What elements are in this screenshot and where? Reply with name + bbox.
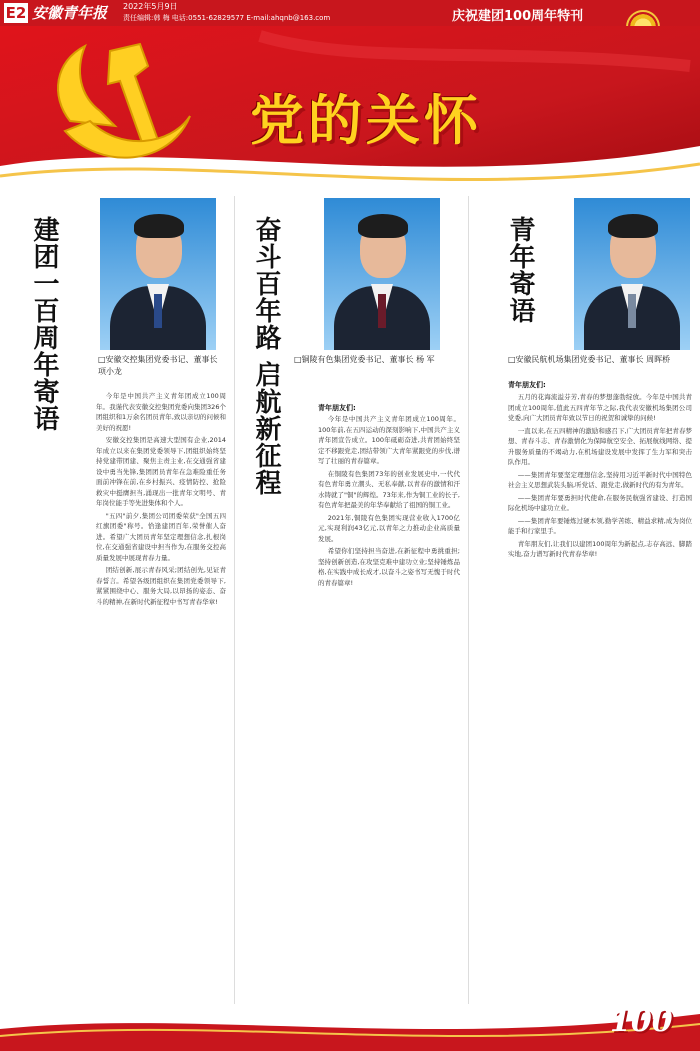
ribbon-graphic — [0, 1004, 700, 1051]
paragraph: 今年是中国共产主义青年团成立100周年。我谨代表安徽交控集团党委向集团326个团组织和1万余名团员青年,致以亲切的问候和美好的祝愿! — [96, 392, 226, 432]
newspaper-name: 安徽青年报 — [32, 4, 108, 22]
article-2-portrait — [324, 198, 440, 350]
hero-banner — [0, 26, 700, 201]
bottom-ribbon — [0, 1004, 700, 1051]
paragraph: 一直以来,在五四精神的激励和感召下,广大团员青年把青春梦想、青春斗志、青春激情化为保障航空安全、拓展航线网络、提升服务质量的不竭动力,在机场建设发展中发挥了生力军和突击队作用。 — [508, 426, 692, 466]
article-1-portrait — [100, 198, 216, 350]
article-2-body — [318, 414, 460, 999]
column-divider — [234, 196, 235, 1004]
paragraph: 2021年,铜陵有色集团实现营业收入1700亿元,实现利润43亿元,以青年之力推动企业高质量发展。 — [318, 513, 460, 543]
paragraph: 今年是中国共产主义青年团成立100周年。100年前,在五四运动的深刻影响下,中国共产主义青年团宣告成立。100年砥砺奋进,共青团始终坚定不移跟党走,团结带领广大青年紧跟党的步伐,谱写了壮丽的青春篇章。 — [318, 415, 460, 465]
article-1-title: 建团一百周年寄语 — [29, 216, 59, 432]
issue-date: 2022年5月9日 — [123, 2, 178, 11]
article-3-portrait — [574, 198, 690, 350]
article-2 — [236, 196, 466, 1004]
paragraph: 团结创新,展示青春风采;团结创先,见证青春誓言。希望各级团组织在集团党委领导下,紧紧围绕中心、服务大局,以昂扬的姿态、奋斗的精神,在新时代新征程中书写青春华章! — [96, 566, 226, 606]
paragraph: 希望你们坚持担当奋进,在新征程中勇挑重担;坚持创新创造,在攻坚克难中建功立业;坚持锤炼品格,在实践中成长成才,以奋斗之姿书写无愧于时代的青春篇章! — [318, 547, 460, 587]
article-3-salutation: 青年朋友们: — [508, 381, 546, 389]
page-number: E2 — [5, 4, 27, 22]
column-divider — [468, 196, 469, 1004]
article-3 — [470, 196, 696, 1004]
paragraph: 五月的花海流溢芬芳,青春的梦想蓬勃绽放。今年是中国共青团成立100周年,值此五四青年节之际,我代表安徽机场集团公司党委,向广大团员青年致以节日的祝贺和诚挚的问候! — [508, 393, 692, 422]
paragraph: 在铜陵有色集团73年的创业发展史中,一代代有色青年勇立潮头、无私奉献,以青春的激情和汗水铸就了"铜"的辉煌。73年来,作为铜工业的长子,有色青年把最美的年华奉献给了祖国的铜工业。 — [318, 469, 460, 509]
paragraph: 青年朋友们,让我们以建团100周年为新起点,志存高远、脚踏实地,奋力谱写新时代青春华章! — [508, 539, 692, 558]
article-2-title: 奋斗百年路 启航新征程 — [251, 216, 281, 497]
paragraph: ——集团青年要锤炼过硬本领,勤学苦练、精益求精,成为岗位能手和行家里手。 — [508, 516, 692, 535]
hero-title: 党的关怀 — [250, 89, 482, 152]
paragraph: "五四"前夕,集团公司团委荣获"全国五四红旗团委"称号。恰逢建团百年,荣誉催人奋进。希望广大团员青年坚定理想信念,扎根岗位,在交通强省建设中担当作为,在服务交控高质量发展中展现青春力量。 — [96, 511, 226, 562]
article-3-body — [508, 392, 692, 997]
article-1-caption: □安徽交控集团党委书记、董事长 项小龙 — [98, 355, 218, 376]
paragraph: ——集团青年要勇担时代使命,在服务民航强省建设、打造国际化机场中建功立业。 — [508, 493, 692, 512]
centenary-badge: 100 — [610, 1004, 673, 1039]
article-2-salutation: 青年朋友们: — [318, 404, 356, 412]
article-1-body — [96, 391, 226, 991]
special-issue-title: 庆祝建团100周年特刊 — [452, 9, 584, 24]
paragraph: 安徽交控集团是高速大型国有企业,2014年成立以来在集团党委领导下,团组织始终坚持党建带团建、聚焦主责主业,在交通强省建设中勇当先锋,集团团员青年在急难险重任务面前冲锋在前,在乡村振兴、疫情防控、抢险救灾中挺膺担当,涌现出一批青年文明号、青年岗位能手等先进集体和个人。 — [96, 436, 226, 507]
issue-meta: 责任编辑:韩 梅 电话:0551-62829577 E-mail:ahqnb@163.com — [123, 14, 331, 22]
paragraph: ——集团青年要坚定理想信念,坚持用习近平新时代中国特色社会主义思想武装头脑,听党话、跟党走,做新时代的有为青年。 — [508, 470, 692, 489]
articles-panel — [4, 196, 696, 1004]
article-2-caption: □铜陵有色集团党委书记、董事长 杨 军 — [294, 355, 435, 364]
article-3-caption: □安徽民航机场集团党委书记、董事长 周晖桥 — [508, 355, 671, 364]
article-1 — [4, 196, 232, 1004]
article-3-title: 青年寄语 — [505, 216, 535, 324]
masthead-bar — [0, 0, 700, 26]
